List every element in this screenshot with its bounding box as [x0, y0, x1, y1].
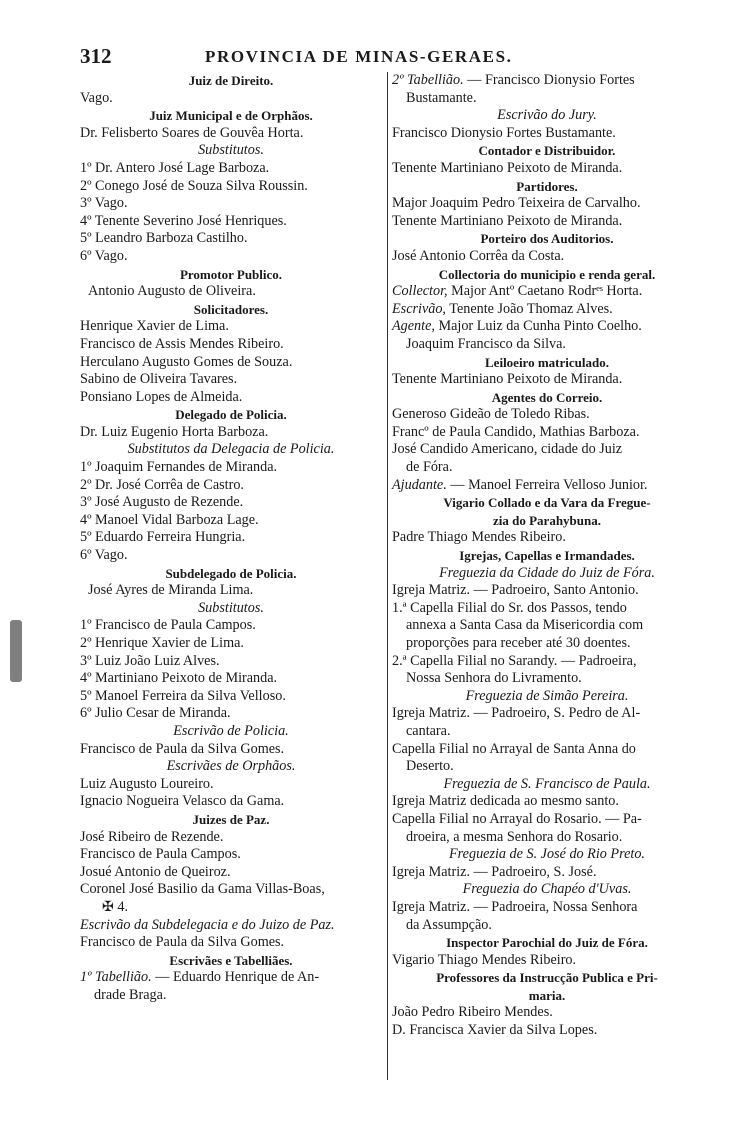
subheading: Escrivão da Subdelegacia e do Juizo de Paz. — [80, 916, 335, 933]
entry-role: 1º Tabellião. — [80, 969, 152, 986]
entry-line: 2º Conego José de Souza Silva Roussin. — [80, 177, 308, 194]
subheading: Escrivão do Jury. — [497, 107, 597, 124]
entry-line: Tenente Martiniano Peixoto de Miranda. — [392, 159, 623, 176]
entry-line: José Ayres de Miranda Lima. — [88, 582, 254, 599]
entry-line: 6º Vago. — [80, 547, 128, 564]
subheading: Escrivães de Orphãos. — [166, 758, 296, 775]
entry-line: Francisco de Paula da Silva Gomes. — [80, 740, 285, 757]
entry-line: da Assumpção. — [406, 916, 492, 933]
section-heading: Leiloeiro matriculado. — [485, 354, 609, 370]
entry-line: droeira, a mesma Senhora do Rosario. — [406, 828, 623, 845]
entry-line: José Antonio Corrêa da Costa. — [392, 247, 565, 264]
entry-line: José Candido Americano, cidade do Juiz — [392, 441, 623, 458]
entry-role: Agente, — [392, 318, 435, 335]
entry-line: Francisco de Assis Mendes Ribeiro. — [80, 335, 284, 352]
entry-line: Igreja Matriz. — Padroeiro, Santo Antonio. — [392, 582, 639, 599]
section-heading: Porteiro dos Auditorios. — [480, 231, 614, 247]
subheading: Freguezia de Simão Pereira. — [465, 687, 629, 704]
entry-line: João Pedro Ribeiro Mendes. — [392, 1004, 553, 1021]
entry-line: Igreja Matriz. — Padroeiro, S. José. — [392, 863, 597, 880]
subheading: Substitutos da Delegacia de Policia. — [127, 441, 335, 458]
entry-line: Ponsiano Lopes de Almeida. — [80, 388, 243, 405]
entry-line: 2º Henrique Xavier de Lima. — [80, 635, 244, 651]
entry-line: Capella Filial no Arrayal do Rosario. — Pa- — [392, 810, 642, 827]
entry-line: 2º Dr. José Corrêa de Castro. — [80, 476, 244, 493]
subheading: Freguezia de S. José do Rio Preto. — [449, 846, 645, 863]
entry-line: Henrique Xavier de Lima. — [80, 318, 229, 335]
section-heading: Juiz Municipal e de Orphãos. — [149, 108, 313, 124]
entry-text: — Francisco Dionysio Fortes — [463, 72, 635, 88]
entry-line: 6º Vago. — [80, 247, 128, 264]
section-heading: Juiz de Direito. — [188, 73, 274, 88]
entry-line: Major Joaquim Pedro Teixeira de Carvalho. — [392, 195, 641, 212]
entry-line: 1º Francisco de Paula Campos. — [80, 617, 256, 634]
entry-line: Igreja Matriz dedicada ao mesmo santo. — [392, 793, 619, 810]
entry-line: Vigario Thiago Mendes Ribeiro. — [392, 951, 577, 968]
entry-line: 1.ª Capella Filial do Sr. dos Passos, tendo — [392, 599, 627, 616]
entry-text: Major Luiz da Cunha Pinto Coelho. — [434, 318, 642, 335]
entry-line: Bustamante. — [406, 89, 477, 106]
entry-line: 1º Joaquim Fernandes de Miranda. — [80, 459, 278, 476]
entry-line: Generoso Gideão de Toledo Ribas. — [392, 406, 590, 423]
entry-line: Joaquim Francisco da Silva. — [406, 335, 566, 352]
subheading: Substitutos. — [198, 599, 264, 616]
entry-line: 2.ª Capella Filial no Sarandy. — Padroeira, — [392, 652, 637, 669]
entry-line: Sabino de Oliveira Tavares. — [80, 371, 238, 388]
entry-line: Vago. — [80, 89, 113, 106]
column-divider — [387, 72, 388, 1080]
entry-line: Francº de Paula Candido, Mathias Barboza. — [392, 423, 640, 440]
entry-line: 4º Tenente Severino José Henriques. — [80, 212, 287, 229]
section-heading: Vigario Collado e da Vara da Fregue- — [443, 495, 651, 511]
entry-line: 5º Eduardo Ferreira Hungria. — [80, 529, 246, 546]
entry-line: Igreja Matriz. — Padroeiro, S. Pedro de Al- — [392, 705, 641, 722]
entry-line: Antonio Augusto de Oliveira. — [88, 283, 256, 300]
section-heading: Professores da Instrucção Publica e Pri- — [436, 970, 658, 986]
entry-line: cantara. — [406, 722, 451, 739]
section-heading: Promotor Publico. — [179, 266, 283, 282]
entry-line — [392, 318, 702, 336]
entry-text: — Manoel Ferreira Velloso Junior. — [446, 476, 648, 493]
section-heading: Delegado de Policia. — [175, 407, 287, 423]
section-heading: Solicitadores. — [193, 301, 269, 317]
entry-line: 5º Leandro Barboza Castilho. — [80, 230, 248, 247]
entry-line: 3º Luiz João Luiz Alves. — [80, 652, 220, 669]
page-number: 312 — [80, 44, 112, 68]
section-heading: Inspector Parochial do Juiz de Fóra. — [446, 935, 648, 951]
left-column — [80, 72, 382, 1004]
entry-line: Tenente Martiniano Peixoto de Miranda. — [392, 371, 623, 388]
section-heading: maria. — [528, 987, 566, 1003]
section-heading: Agentes do Correio. — [491, 389, 603, 405]
entry-line: 5º Manoel Ferreira da Silva Velloso. — [80, 687, 286, 704]
entry-line: de Fóra. — [406, 459, 453, 476]
section-heading: Contador e Distribuidor. — [478, 143, 616, 159]
entry-line: Nossa Senhora do Livramento. — [406, 670, 582, 687]
entry-role: Collector, — [392, 283, 448, 300]
entry-line: Igreja Matriz. — Padroeira, Nossa Senhora — [392, 898, 638, 915]
section-heading: Partidores. — [516, 178, 578, 194]
entry-line: 4º Martiniano Peixoto de Miranda. — [80, 670, 278, 687]
entry-line: Josué Antonio de Queiroz. — [80, 863, 231, 880]
entry-line: Tenente Martiniano Peixoto de Miranda. — [392, 212, 623, 229]
section-heading: Subdelegado de Policia. — [165, 565, 297, 581]
entry-line: Dr. Luiz Eugenio Horta Barboza. — [80, 423, 269, 440]
entry-line: drade Braga. — [94, 986, 167, 1003]
decoration-mark: ✠ 4. — [102, 898, 129, 915]
section-heading: Juizes de Paz. — [192, 811, 270, 827]
entry-line: Capella Filial no Arrayal de Santa Anna do — [392, 740, 636, 757]
entry-role: Escrivão, — [392, 300, 446, 317]
section-heading: Igrejas, Capellas e Irmandades. — [459, 548, 635, 564]
entry-line: Deserto. — [406, 758, 454, 775]
margin-stain — [10, 620, 22, 682]
entry-line: 3º Vago. — [80, 195, 128, 212]
entry-line — [392, 283, 702, 301]
entry-line: annexa a Santa Casa da Misericordia com — [406, 617, 644, 634]
entry-line: Francisco de Paula da Silva Gomes. — [80, 934, 285, 951]
entry-line: Luiz Augusto Loureiro. — [80, 775, 214, 792]
entry-role: 2º Tabellião. — [392, 72, 464, 88]
subheading: Escrivão de Policia. — [173, 722, 289, 739]
entry-line: 4º Manoel Vidal Barboza Lage. — [80, 511, 259, 528]
entry-line: Francisco Dionysio Fortes Bustamante. — [392, 124, 616, 141]
entry-line: 3º José Augusto de Rezende. — [80, 494, 244, 511]
entry-text: Tenente João Thomaz Alves. — [445, 300, 613, 317]
section-heading: Escrivães e Tabelliães. — [169, 952, 293, 968]
entry-line — [392, 301, 702, 319]
entry-line: 1º Dr. Antero José Lage Barboza. — [80, 159, 270, 176]
entry-line — [392, 477, 702, 495]
entry-line: Coronel José Basilio da Gama Villas-Boas, — [80, 881, 325, 898]
entry-line: proporções para receber até 30 doentes. — [406, 635, 631, 651]
entry-text: — Eduardo Henrique de An- — [151, 969, 320, 986]
entry-line: Ignacio Nogueira Velasco da Gama. — [80, 793, 285, 810]
entry-line: Francisco de Paula Campos. — [80, 846, 241, 863]
section-heading: Collectoria do municipio e renda geral. — [438, 266, 656, 282]
section-heading: zia do Parahybuna. — [493, 512, 601, 528]
entry-line: D. Francisca Xavier da Silva Lopes. — [392, 1022, 598, 1039]
running-head: PROVINCIA DE MINAS-GERAES. — [205, 47, 513, 66]
subheading: Freguezia do Chapéo d'Uvas. — [462, 881, 632, 898]
entry-line: Padre Thiago Mendes Ribeiro. — [392, 529, 566, 546]
right-column — [392, 72, 702, 1040]
subheading: Substitutos. — [198, 142, 264, 159]
entry-line — [80, 969, 382, 987]
entry-line: Dr. Felisberto Soares de Gouvêa Horta. — [80, 124, 304, 141]
entry-text: Major Antº Caetano Rodrᵉˢ Horta. — [447, 283, 643, 300]
entry-line: Herculano Augusto Gomes de Souza. — [80, 353, 293, 370]
entry-line: José Ribeiro de Rezende. — [80, 828, 224, 845]
entry-line — [392, 72, 702, 90]
entry-role: Ajudante. — [392, 476, 447, 493]
subheading: Freguezia de S. Francisco de Paula. — [443, 775, 651, 792]
subheading: Freguezia da Cidade do Juiz de Fóra. — [439, 564, 655, 581]
entry-line: 6º Julio Cesar de Miranda. — [80, 705, 231, 722]
